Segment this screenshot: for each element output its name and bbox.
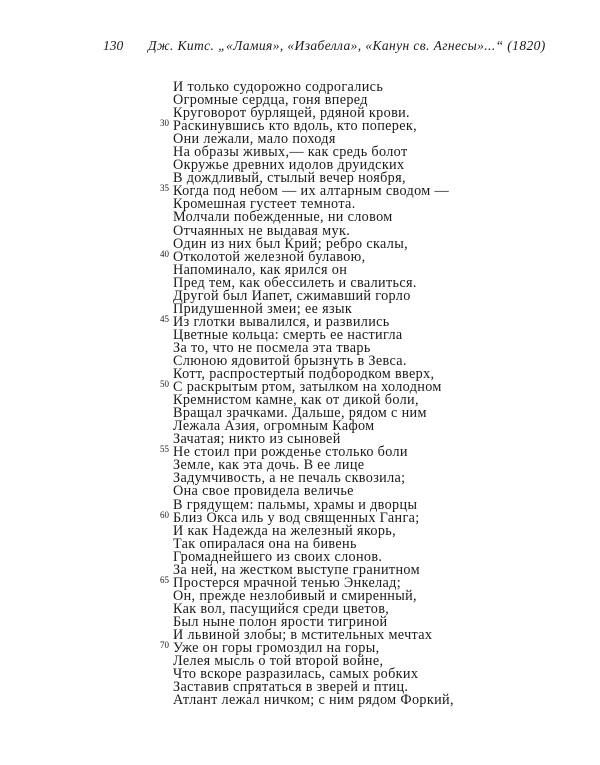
verse-text: В дождливый, стылый вечер ноября,	[173, 170, 406, 187]
verse-text: Котт, распростертый подбородком вверх,	[173, 366, 435, 383]
verse-text: Раскинувшись кто вдоль, кто поперек,	[173, 118, 418, 135]
verse-text: Круговорот бурлящей, рдяной крови.	[173, 105, 410, 122]
verse-text: Окружье древних идолов друидских	[173, 157, 405, 174]
verse-text: Молчали побежденные, ни словом	[173, 209, 393, 226]
line-number: 30	[160, 118, 169, 129]
verse-text: Напоминало, как ярился он	[173, 261, 348, 278]
verse-text: Вращал зрачками. Дальше, рядом с ним	[173, 405, 427, 422]
verse-text: С раскрытым ртом, затылком на холодном	[173, 379, 442, 396]
verse-text: Что вскоре разразилась, самых робких	[173, 666, 419, 683]
verse-line	[150, 694, 470, 707]
verse-text: Как вол, пасущийся среди цветов,	[173, 600, 390, 617]
verse-text: Пред тем, как обессилеть и свалиться.	[173, 274, 417, 291]
verse-text: Заставив спрятаться в зверей и птиц.	[173, 679, 409, 696]
verse-text: На образы живых,— как средь болот	[173, 144, 408, 161]
verse-text: Простерся мрачной тенью Энкелад;	[173, 574, 402, 591]
verse-text: Был ныне полон ярости тигриной	[173, 613, 388, 630]
line-number: 65	[160, 574, 169, 585]
verse-text: И как Надежда на железный якорь,	[173, 522, 396, 539]
verse-text: Цветные кольца: смерть ее настигла	[173, 326, 403, 343]
verse-text: Не стоил при рожденье столько боли	[173, 444, 408, 461]
line-number: 35	[160, 183, 169, 194]
verse-text: Задумчивость, а не печаль сквозила;	[173, 470, 406, 487]
verse-text: Громаднейшего из своих слонов.	[173, 548, 383, 565]
verse-text: Лежала Азия, огромным Кафом	[173, 418, 375, 435]
verse-text: Так опиралася она на бивень	[173, 535, 357, 552]
running-title: Дж. Китс. „«Ламия», «Изабелла», «Канун св. Агнесы»...“ (1820)	[148, 38, 546, 53]
verse-text: Уже он горы громоздил на горы,	[173, 640, 380, 657]
page-header	[103, 38, 546, 56]
line-number: 55	[160, 444, 169, 455]
verse-text: Огромные сердца, гоня вперед	[173, 92, 368, 109]
verse-text: Кромешная густеет темнота.	[173, 196, 356, 213]
verse-text: Она свое провидела величье	[173, 483, 354, 500]
line-number: 60	[160, 509, 169, 520]
verse-text: Кремнистом камне, как от дикой боли,	[173, 392, 419, 409]
verse-text: Слюною ядовитой брызнуть в Зевса.	[173, 352, 407, 369]
verse-text: И только судорожно содрогались	[173, 79, 384, 95]
verse-text: Они лежали, мало походя	[173, 131, 336, 148]
line-number: 70	[160, 640, 169, 651]
verse-text: Он, прежде незлобивый и смиренный,	[173, 587, 417, 604]
verse-text: Когда под небом — их алтарным сводом —	[173, 183, 450, 200]
poem-text	[150, 81, 470, 707]
verse-text: Зачатая; никто из сыновей	[173, 431, 341, 448]
verse-text: Земле, как эта дочь. В ее лице	[173, 457, 365, 474]
verse-text: Один из них был Крий; ребро скалы,	[173, 235, 408, 252]
verse-text: Близ Окса иль у вод священных Ганга;	[173, 509, 420, 526]
verse-text: Из глотки вывалился, и развились	[173, 313, 390, 330]
verse-text: Атлант лежал ничком; с ним рядом Форкий,	[173, 692, 454, 709]
verse-text: Отколотой железной булавою,	[173, 248, 366, 265]
line-number: 40	[160, 248, 169, 259]
verse-text: Лелея мысль о той второй войне,	[173, 653, 384, 670]
verse-text: В грядущем: пальмы, храмы и дворцы	[173, 496, 418, 513]
page-number: 130	[103, 38, 124, 53]
line-number: 45	[160, 313, 169, 324]
verse-text: За то, что не посмела эта тварь	[173, 339, 371, 356]
verse-text: Другой был Иапет, сжимавший горло	[173, 287, 411, 304]
verse-text: За ней, на жестком выступе гранитном	[173, 561, 420, 578]
verse-text: Придушенной змеи; ее язык	[173, 300, 353, 317]
verse-text: И львиной злобы; в мстительных мечтах	[173, 626, 433, 643]
line-number: 50	[160, 379, 169, 390]
verse-text: Отчаянных не выдавая мук.	[173, 222, 351, 239]
